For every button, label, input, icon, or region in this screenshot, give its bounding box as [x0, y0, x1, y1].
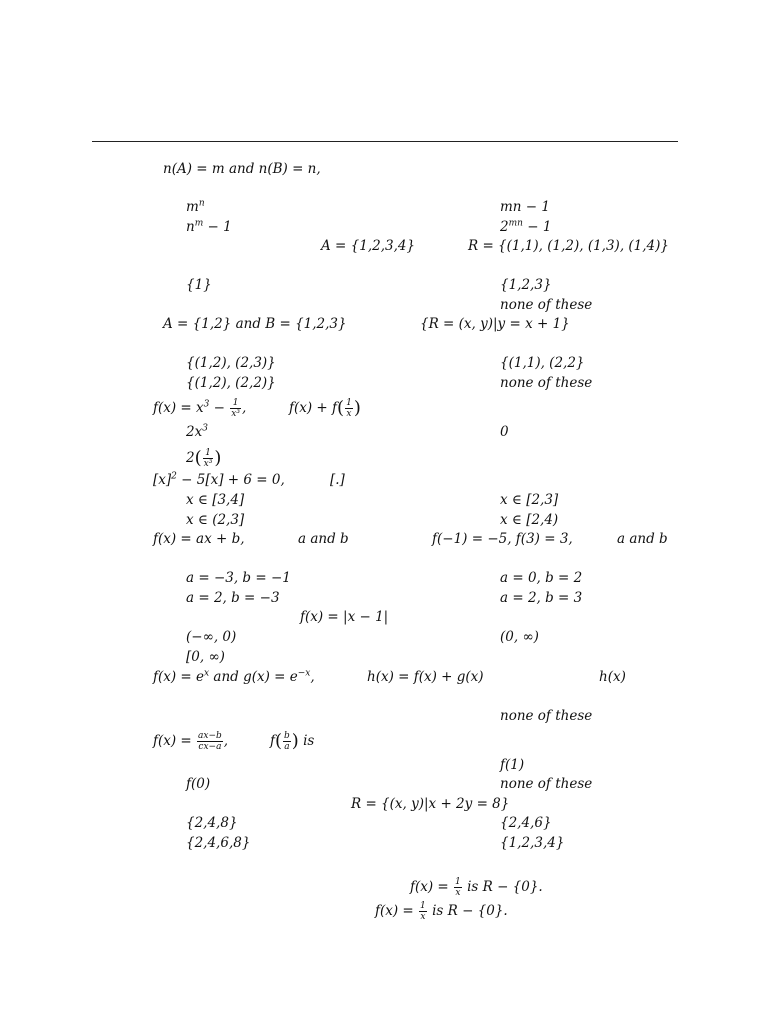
- option-4b: 0: [500, 424, 509, 440]
- question-1-stem: n(A) = m and n(B) = n,: [163, 161, 321, 177]
- option-2d: none of these: [500, 297, 593, 313]
- question-2-set: A = {1,2,3,4}: [321, 238, 416, 254]
- question-6-unknowns: a and b: [298, 531, 349, 547]
- option-10d: {1,2,3,4}: [500, 835, 565, 851]
- option-6c: a = 2, b = −3: [186, 590, 280, 606]
- option-2a: {1}: [186, 277, 212, 293]
- question-6-function: f(x) = ax + b,: [153, 531, 245, 547]
- question-3-relation: {R = (x, y)|y = x + 1}: [420, 316, 570, 332]
- option-1c: $n^m - 1$: [186, 218, 232, 235]
- question-4-function: $f(x) = x^3$ − $\frac{1}{\text{x³}}$ ,: [153, 398, 247, 419]
- question-2-relation: R = {(1,1), (1,2), (1,3), (1,4)}: [468, 238, 669, 254]
- option-5b: x ∈ [2,3]: [500, 492, 559, 508]
- option-9d: none of these: [500, 776, 593, 792]
- header-rule: [92, 141, 678, 142]
- question-10-relation: R = {(x, y)|x + 2y = 8}: [351, 796, 510, 812]
- option-3c: {(1,2), (2,2)}: [186, 375, 276, 391]
- option-3b: {(1,1), (2,2}: [500, 355, 585, 371]
- option-7a: (−∞, 0): [186, 629, 237, 645]
- option-5d: x ∈ [2,4): [500, 512, 559, 528]
- option-6b: a = 0, b = 2: [500, 570, 583, 586]
- question-6-conditions: f(−1) = −5, f(3) = 3,: [432, 531, 573, 547]
- question-5-equation: $[x]^2 - 5[x] + 6 = 0$,: [153, 471, 285, 488]
- option-1a: $m^n$: [186, 198, 205, 215]
- option-10c: {2,4,6,8}: [186, 835, 251, 851]
- question-8-functions: $f(x) = e^x$ and $g(x) = e^{-x}$,: [153, 668, 315, 685]
- option-6a: a = −3, b = −1: [186, 570, 291, 586]
- question-11-statement: f(x) = $\frac{1}{x}$ is R − {0}.: [410, 877, 543, 898]
- option-8d: none of these: [500, 708, 593, 724]
- option-1d: $2^{mn} - 1$: [500, 218, 552, 235]
- question-7-function: f(x) = |x − 1|: [300, 609, 389, 625]
- question-9-expression: f( $\frac{b}{a}$ ) is: [270, 730, 315, 752]
- option-5c: x ∈ (2,3]: [186, 512, 245, 528]
- question-8-h: h(x): [599, 669, 626, 685]
- option-7b: (0, ∞): [500, 629, 539, 645]
- option-9b: f(1): [500, 757, 525, 773]
- option-9a: f(0): [186, 776, 211, 792]
- question-8-sum: h(x) = f(x) + g(x): [367, 669, 484, 685]
- option-2b: {1,2,3}: [500, 277, 552, 293]
- question-6-unknowns-2: a and b: [617, 531, 668, 547]
- option-3a: {(1,2), (2,3)}: [186, 355, 276, 371]
- question-5-bracket: [.]: [330, 472, 345, 488]
- question-4-expression: f(x) + f( $\frac{1}{x}$ ): [289, 397, 361, 419]
- option-10b: {2,4,6}: [500, 815, 552, 831]
- option-1b: mn − 1: [500, 199, 550, 215]
- option-10a: {2,4,8}: [186, 815, 238, 831]
- option-6d: a = 2, b = 3: [500, 590, 583, 606]
- option-5a: x ∈ [3,4]: [186, 492, 245, 508]
- question-12-statement: f(x) = $\frac{1}{x}$ is R − {0}.: [375, 901, 508, 922]
- question-3-sets: A = {1,2} and B = {1,2,3}: [163, 316, 347, 332]
- option-4a: $2x^3$: [186, 423, 208, 440]
- option-3d: none of these: [500, 375, 593, 391]
- question-9-function: f(x) = $\frac{ax-b}{cx-a}$ ,: [153, 731, 229, 752]
- option-7c: [0, ∞): [186, 649, 225, 665]
- option-4c: 2( $\frac{1}{\text{x³}}$ ): [186, 447, 222, 469]
